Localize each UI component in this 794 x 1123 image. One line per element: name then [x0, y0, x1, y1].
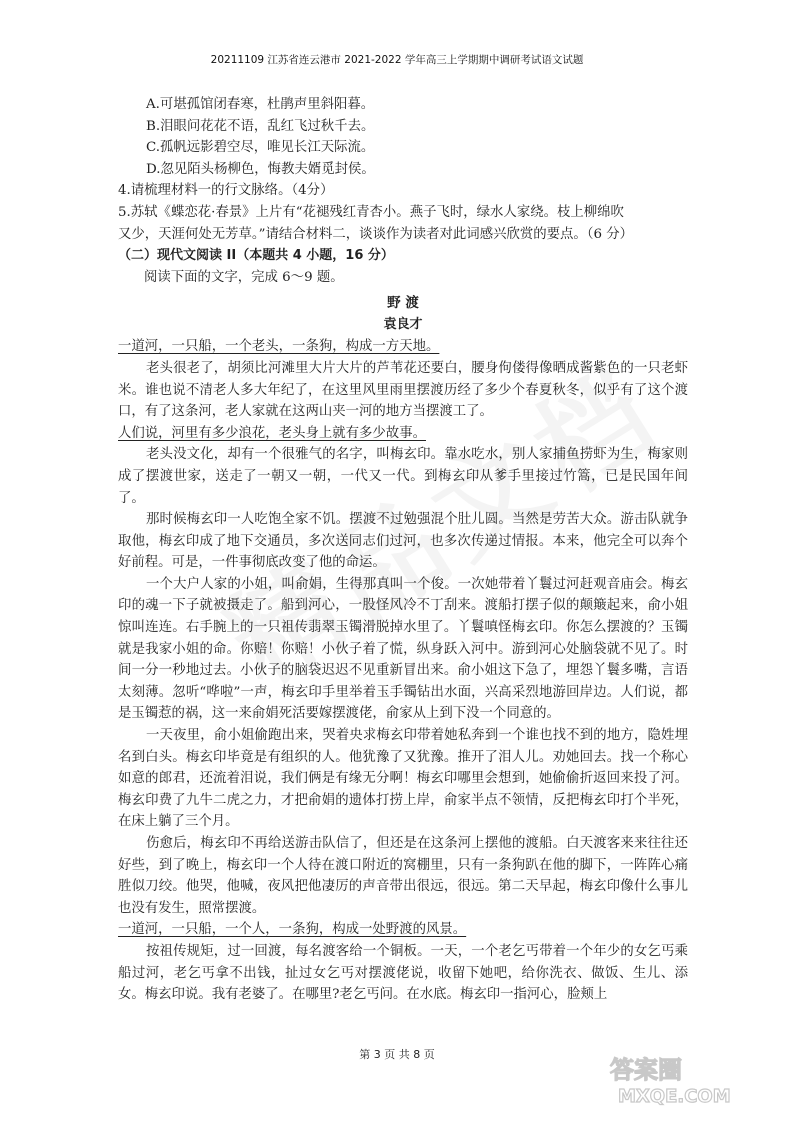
- option-c: C.孤帆远影碧空尽，唯见长江天际流。: [146, 140, 375, 156]
- option-d: D.忽见陌头杨柳色，悔教夫婿觅封侯。: [146, 161, 375, 177]
- paragraph-9: [118, 919, 688, 941]
- page-header: 20211109 江苏省连云港市 2021-2022 学年高三上学期期中调研考试语文试题: [210, 54, 584, 66]
- paragraph-1: [118, 336, 688, 358]
- option-a: A.可堪孤馆闭春寒，杜鹃声里斜阳暮。: [146, 97, 375, 112]
- paragraph-4: 老头没文化，却有一个很雅气的名字，叫梅玄印。靠水吃水，别人家捕鱼捞虾为生，梅家则成了摆渡世家，送走了一朝又一朝，一代又一代。到梅玄印从爹手里接过竹篙，已是民国年间了。: [118, 447, 688, 506]
- paragraph-8: 伤愈后，梅玄印不再给送游击队信了，但还是在这条河上摆他的渡船。白天渡客来来往往还好些，到了晚上，梅玄印一个人待在渡口附近的窝棚里，只有一条狗趴在他的脚下，一阵阵心痛胜似刀绞。他哭，他喊，夜风把他凄厉的声音带出很远，很远。第二天早起，梅玄印像什么事儿也没有发生，照常摆渡。: [118, 836, 688, 916]
- question-5-line-1: 5.苏轼《蝶恋花·春景》上片有“花褪残红青杏小。燕子飞时，绿水人家绕。枝上柳绵吹: [118, 204, 624, 220]
- paragraph-5: 那时候梅玄印一人吃饱全家不饥。摆渡不过勉强混个肚儿圆。当然是劳苦大众。游击队就争取他，梅玄印成了地下交通员，多次送同志们过河，也多次传递过情报。本来，他完全可以奔个好前程。可是，一件事彻底改变了他的命运。: [118, 512, 688, 571]
- underlined-sentence-2: 人们说，河里有多少浪花，老头身上就有多少故事。: [118, 425, 426, 441]
- story-title: 野 渡: [387, 295, 419, 312]
- paragraph-10: 按祖传规矩，过一回渡，每名渡客给一个铜板。一天，一个老乞丐带着一个年少的女乞丐乘船过河，老乞丐拿不出钱，扯过女乞丐对摆渡佬说，收留下她吧，给你洗衣、做饭、生儿、添女。梅玄印说。我有老婆了。在哪里?老乞丐问。在水底。梅玄印一指河心，脸颊上: [118, 943, 688, 1003]
- story-author: 袁良才: [383, 317, 423, 333]
- svg-text:MXQE.COM: MXQE.COM: [618, 1086, 731, 1107]
- question-5-line-2: 又少，天涯何处无芳草。”请结合材料二，谈谈作为读者对此词感兴欣赏的要点。（6 分）: [118, 226, 634, 242]
- page-footer: 第 3 页 共 8 页: [359, 1048, 435, 1061]
- instruction: 阅读下面的文字，完成 6～9 题。: [144, 269, 344, 285]
- section-title: （二）现代文阅读 II（本题共 4 小题，16 分）: [118, 248, 394, 264]
- underlined-sentence-1: 一道河，一只船，一个老头，一条狗，构成一方天地。: [118, 339, 440, 355]
- paragraph-6: 一个大户人家的小姐，叫俞娟，生得那真叫一个俊。一次她带着丫鬟过河赶观音庙会。梅玄印的魂一下子就被摄走了。船到河心，一股怪风冷不丁刮来。渡船打摆子似的颠簸起来，俞小姐惊叫连连。右手腕上的一只祖传翡翠玉镯滑脱掉水里了。丫鬟嗔怪梅玄印。你怎么摆渡的？玉镯就是我家小姐的命。你赔！你赔！小伙子着了慌，纵身跃入河中。游到河心处脑袋就不见了。时间一分一秒地过去。小伙子的脑袋迟迟不见重新冒出来。俞小姐这下急了，埋怨丫鬟多嘴，言语太刻薄。忽听“哗啦”一声，梅玄印手里举着玉手镯钻出水面，兴高采烈地游回岸边。人们说，都是玉镯惹的祸，这一来俞娟死活要嫁摆渡佬，俞家从上到下没一个同意的。: [118, 576, 688, 722]
- paragraph-7: 一天夜里，俞小姐偷跑出来，哭着央求梅玄印带着她私奔到一个谁也找不到的地方，隐姓埋名到白头。梅玄印毕竟是有组织的人。他犹豫了又犹豫。推开了泪人儿。劝她回去。找一个称心如意的郎君，还流着泪说，我们俩是有缘无分啊！梅玄印哪里会想到，她偷偷折返回来投了河。梅玄印费了九牛二虎之力，才把俞娟的遗体打捞上岸，俞家半点不领情，反把梅玄印打个半死，在床上躺了三个月。: [118, 728, 688, 830]
- question-4: 4.请梳理材料一的行文脉络。（4分）: [118, 183, 334, 199]
- paragraph-2: 老头很老了，胡须比河滩里大片大片的芦苇花还要白，腰身佝偻得像晒成酱紫色的一只老虾米。谁也说不清老人多大年纪了，在这里风里雨里摆渡历经了多少个春夏秋冬，似乎有了这个渡口，有了这条河，老人家就在这两山夹一河的地方当摆渡工了。: [118, 360, 688, 420]
- underlined-sentence-3: 一道河，一只船，一个人，一条狗，构成一处野渡的风景。: [118, 922, 467, 938]
- document-body: [118, 94, 688, 1006]
- option-b: B.泪眼问花花不语，乱红飞过秋千去。: [146, 118, 375, 134]
- svg-text:答案圈: 答案圈: [610, 1056, 682, 1084]
- paragraph-3: [118, 423, 688, 445]
